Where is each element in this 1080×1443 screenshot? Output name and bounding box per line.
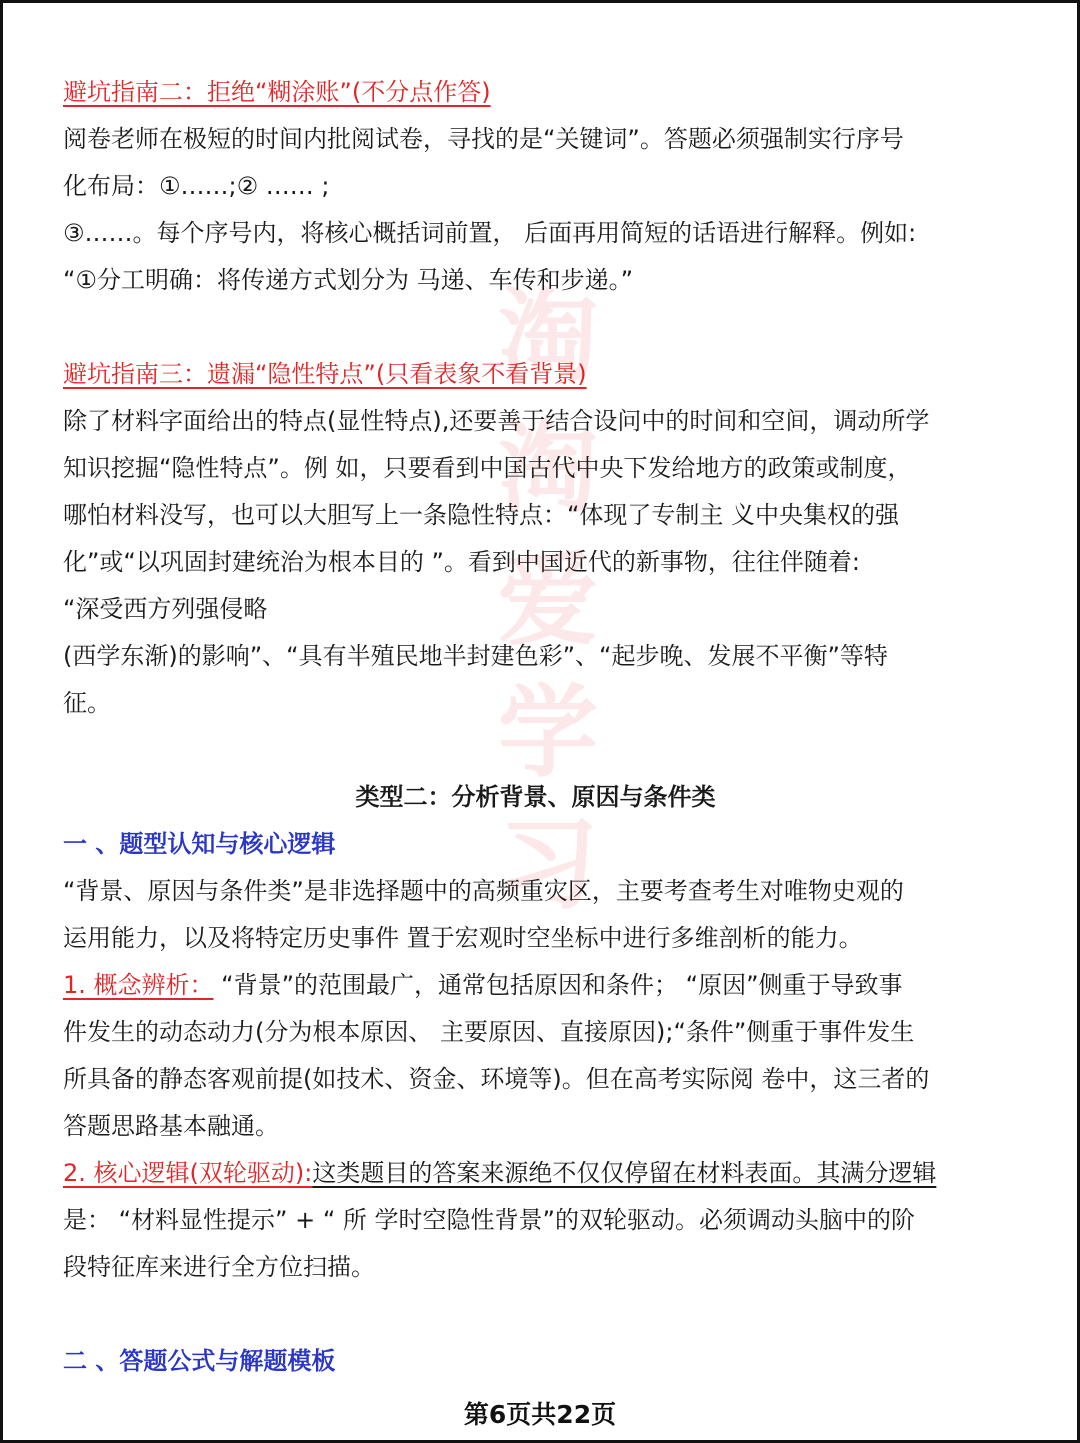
spacer <box>63 304 1028 351</box>
watermark-char: 淘 <box>498 278 598 395</box>
watermark-char: 学 <box>498 674 598 791</box>
paragraph-line: 阅卷老师在极短的时间内批阅试卷，寻找的是“关键词”。答题必须强制实行序号 <box>63 125 904 153</box>
spacer <box>63 1291 1028 1338</box>
pitfall-guide-3-heading: 避坑指南三：遗漏“隐性特点”(只看表象不看背景) <box>63 360 587 388</box>
paragraph-line: 知识挖掘“隐性特点”。例 如，只要看到中国古代中央下发给地方的政策或制度， <box>63 454 912 482</box>
core-logic-text: 这类题目的答案来源绝不仅仅停留在材料表面。其满分逻辑 <box>312 1159 937 1187</box>
concept-analysis-text: “背景”的范围最广，通常包括原因和条件； “原因”侧重于导致事 <box>213 971 903 999</box>
paragraph-line: “①分工明确：将传递方式划分为 马递、车传和步递。” <box>63 266 634 294</box>
paragraph-line: 哪怕材料没写，也可以大胆写上一条隐性特点：“体现了专制主 义中央集权的强 <box>63 501 900 529</box>
concept-analysis-label: 1. 概念辨析： <box>63 971 214 999</box>
paragraph-line: 是： “材料显性提示” + “ 所 学时空隐性背景”的双轮驱动。必须调动头脑中的阶 <box>63 1206 915 1234</box>
paragraph-line: 运用能力，以及将特定历史事件 置于宏观时空坐标中进行多维剖析的能力。 <box>63 924 863 952</box>
paragraph-line: 段特征库来进行全方位扫描。 <box>63 1253 375 1281</box>
concept-analysis-line <box>63 962 1028 1009</box>
paragraph-line: 所具备的静态客观前提(如技术、资金、环境等)。但在高考实际阅 卷中，这三者的 <box>63 1065 930 1093</box>
core-logic-line <box>63 1150 1028 1197</box>
core-logic-label: 2. 核心逻辑(双轮驱动): <box>63 1159 313 1187</box>
page-number: 第6页共22页 <box>463 1400 617 1429</box>
part1-heading: 一 、题型认知与核心逻辑 <box>63 830 336 858</box>
paragraph-line: 化布局：①……;② …… ; <box>63 172 330 200</box>
paragraph-line: “背景、原因与条件类”是非选择题中的高频重灾区，主要考查考生对唯物史观的 <box>63 877 904 905</box>
paragraph-line: “深受西方列强侵略 <box>63 595 268 623</box>
paragraph-line: ③……。每个序号内，将核心概括词前置， 后面再用简短的话语进行解释。例如: <box>63 219 917 247</box>
paragraph-line: 化”或“以巩固封建统治为根本目的 ”。看到中国近代的新事物，往往伴随着: <box>63 548 861 576</box>
watermark-char: 爱 <box>498 542 598 659</box>
document-content <box>63 69 1028 1385</box>
paragraph-line: 征。 <box>63 689 111 717</box>
spacer <box>63 727 1028 774</box>
pitfall-guide-2-heading: 避坑指南二：拒绝“糊涂账”(不分点作答) <box>63 78 491 106</box>
watermark-char: 习 <box>498 806 598 923</box>
watermark-char: 淘 <box>498 410 598 527</box>
paragraph-line: 答题思路基本融通。 <box>63 1112 279 1140</box>
paragraph-line: (西学东渐)的影响”、“具有半殖民地半封建色彩”、“起步晚、发展不平衡”等特 <box>63 642 888 670</box>
part2-heading: 二 、答题公式与解题模板 <box>63 1347 336 1375</box>
type2-title: 类型二：分析背景、原因与条件类 <box>355 783 716 811</box>
paragraph-line: 除了材料字面给出的特点(显性特点),还要善于结合设问中的时间和空间，调动所学 <box>63 407 930 435</box>
paragraph-line: 件发生的动态动力(分为根本原因、 主要原因、直接原因);“条件”侧重于事件发生 <box>63 1018 915 1046</box>
